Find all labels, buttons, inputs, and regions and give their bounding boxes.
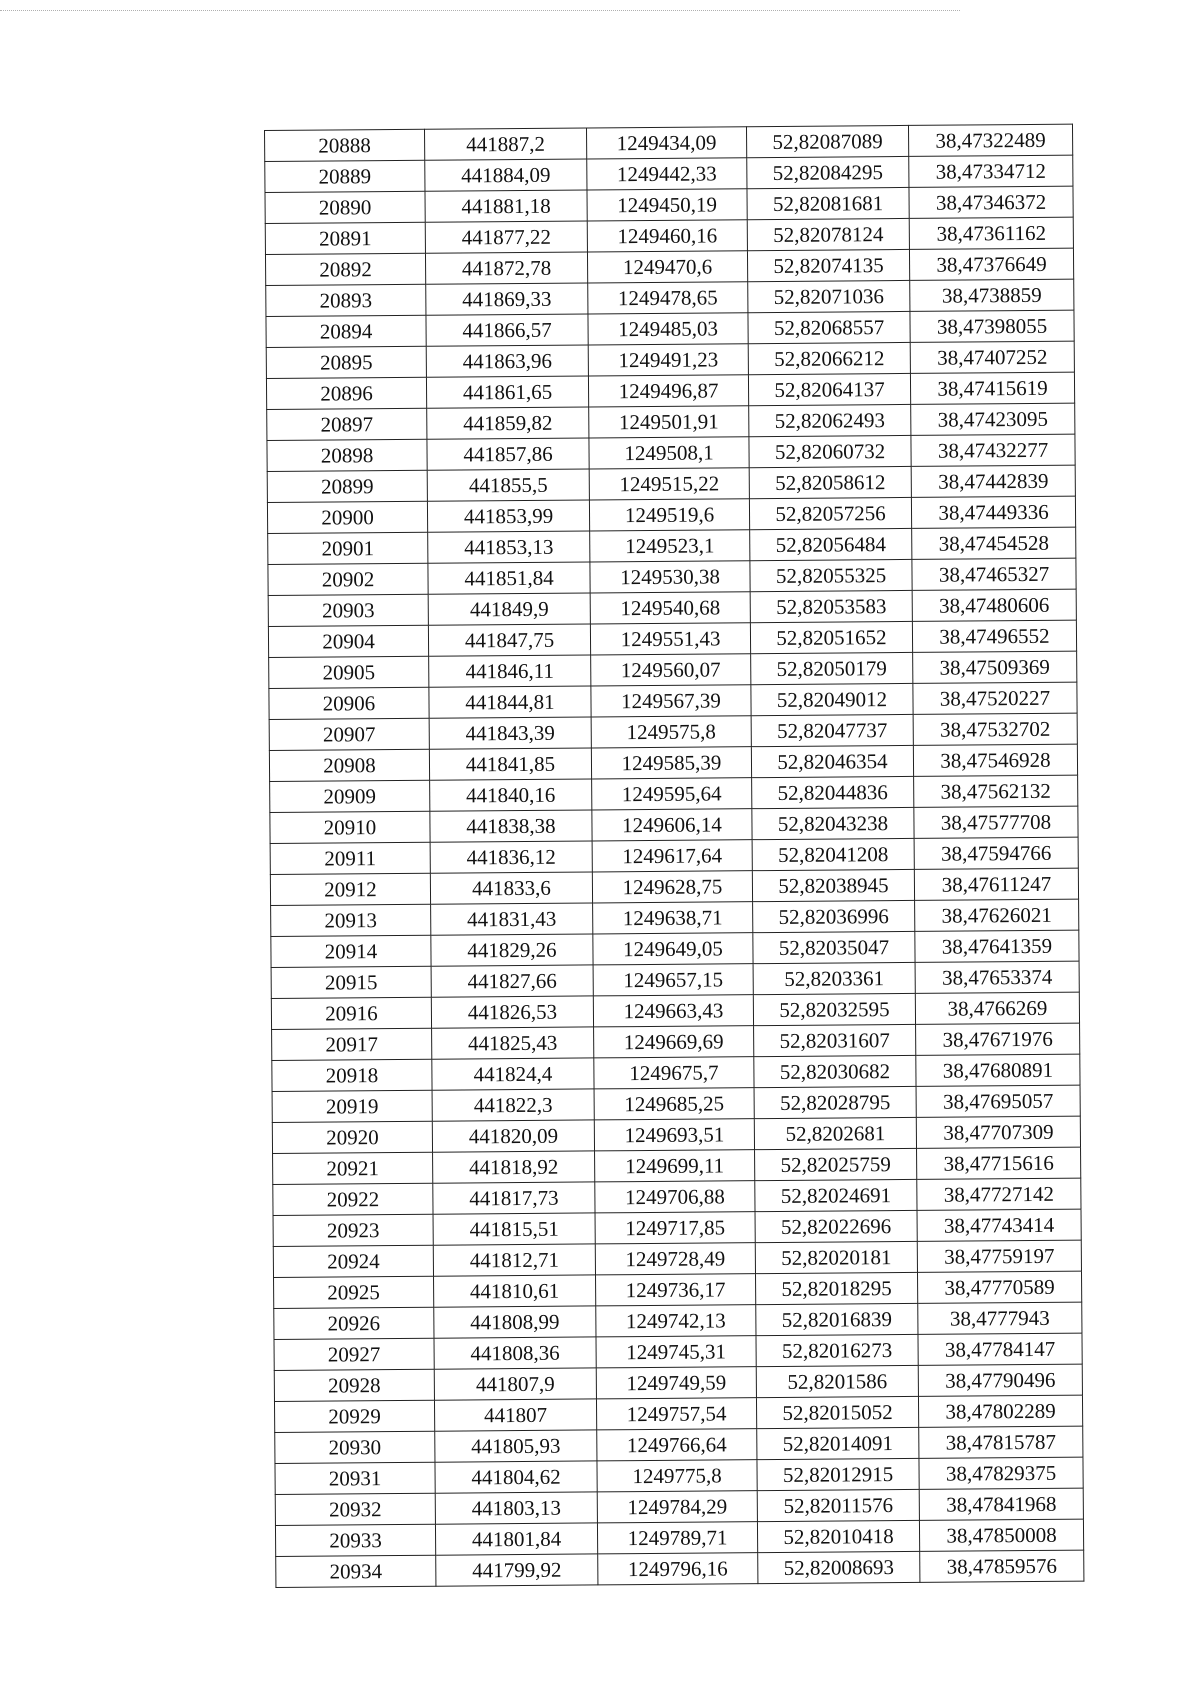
longitude-cell: 38,47743414: [917, 1209, 1081, 1241]
y-coordinate-cell: 1249485,03: [588, 313, 748, 345]
latitude-cell: 52,82049012: [751, 683, 913, 715]
longitude-cell: 38,47594766: [914, 837, 1078, 869]
latitude-cell: 52,82011576: [757, 1489, 919, 1521]
x-coordinate-cell: 441805,93: [435, 1430, 597, 1462]
point-number-cell: 20902: [268, 563, 428, 595]
point-number-cell: 20890: [265, 191, 425, 223]
x-coordinate-cell: 441877,22: [425, 221, 587, 253]
y-coordinate-cell: 1249523,1: [590, 530, 750, 562]
y-coordinate-cell: 1249515,22: [589, 468, 749, 500]
latitude-cell: 52,82028795: [754, 1086, 916, 1118]
latitude-cell: 52,82051652: [750, 621, 912, 653]
x-coordinate-cell: 441857,86: [427, 438, 589, 470]
longitude-cell: 38,47577708: [914, 806, 1078, 838]
latitude-cell: 52,82071036: [748, 280, 910, 312]
y-coordinate-cell: 1249675,7: [594, 1057, 754, 1089]
longitude-cell: 38,47376649: [909, 248, 1073, 280]
longitude-cell: 38,47727142: [917, 1178, 1081, 1210]
point-number-cell: 20912: [270, 873, 430, 905]
point-number-cell: 20921: [273, 1152, 433, 1184]
point-number-cell: 20897: [267, 408, 427, 440]
x-coordinate-cell: 441866,57: [426, 314, 588, 346]
latitude-cell: 52,82022696: [755, 1210, 917, 1242]
x-coordinate-cell: 441831,43: [431, 903, 593, 935]
point-number-cell: 20908: [269, 749, 429, 781]
x-coordinate-cell: 441869,33: [426, 283, 588, 315]
point-number-cell: 20919: [272, 1090, 432, 1122]
y-coordinate-cell: 1249757,54: [596, 1398, 756, 1430]
y-coordinate-cell: 1249699,11: [595, 1150, 755, 1182]
longitude-cell: 38,47611247: [914, 868, 1078, 900]
y-coordinate-cell: 1249530,38: [590, 561, 750, 593]
point-number-cell: 20922: [273, 1183, 433, 1215]
x-coordinate-cell: 441825,43: [432, 1027, 594, 1059]
y-coordinate-cell: 1249508,1: [589, 437, 749, 469]
y-coordinate-cell: 1249478,65: [588, 282, 748, 314]
x-coordinate-cell: 441820,09: [432, 1120, 594, 1152]
longitude-cell: 38,47680891: [916, 1054, 1080, 1086]
longitude-cell: 38,47546928: [913, 744, 1077, 776]
y-coordinate-cell: 1249766,64: [597, 1429, 757, 1461]
y-coordinate-cell: 1249434,09: [586, 127, 746, 159]
y-coordinate-cell: 1249470,6: [587, 251, 747, 283]
latitude-cell: 52,82053583: [750, 590, 912, 622]
y-coordinate-cell: 1249745,31: [596, 1336, 756, 1368]
y-coordinate-cell: 1249519,6: [589, 499, 749, 531]
point-number-cell: 20899: [267, 470, 427, 502]
latitude-cell: 52,82064137: [748, 373, 910, 405]
x-coordinate-cell: 441887,2: [424, 128, 586, 160]
latitude-cell: 52,82015052: [756, 1396, 918, 1428]
point-number-cell: 20900: [267, 501, 427, 533]
x-coordinate-cell: 441818,92: [433, 1151, 595, 1183]
x-coordinate-cell: 441849,9: [428, 593, 590, 625]
y-coordinate-cell: 1249551,43: [590, 623, 750, 655]
latitude-cell: 52,82087089: [746, 125, 908, 157]
y-coordinate-cell: 1249628,75: [592, 871, 752, 903]
y-coordinate-cell: 1249442,33: [587, 158, 747, 190]
y-coordinate-cell: 1249491,23: [588, 344, 748, 376]
latitude-cell: 52,82055325: [750, 559, 912, 591]
longitude-cell: 38,47532702: [913, 713, 1077, 745]
latitude-cell: 52,82078124: [747, 218, 909, 250]
longitude-cell: 38,47841968: [919, 1488, 1083, 1520]
latitude-cell: 52,82016273: [756, 1334, 918, 1366]
y-coordinate-cell: 1249775,8: [597, 1460, 757, 1492]
point-number-cell: 20911: [270, 842, 430, 874]
longitude-cell: 38,47454528: [912, 527, 1076, 559]
latitude-cell: 52,82081681: [747, 187, 909, 219]
latitude-cell: 52,82057256: [749, 497, 911, 529]
x-coordinate-cell: 441881,18: [425, 190, 587, 222]
latitude-cell: 52,82024691: [755, 1179, 917, 1211]
y-coordinate-cell: 1249595,64: [592, 778, 752, 810]
y-coordinate-cell: 1249796,16: [598, 1553, 758, 1585]
longitude-cell: 38,47850008: [919, 1519, 1083, 1551]
longitude-cell: 38,47449336: [911, 496, 1075, 528]
y-coordinate-cell: 1249749,59: [596, 1367, 756, 1399]
coordinate-table-body: [265, 124, 1084, 1587]
x-coordinate-cell: 441851,84: [428, 562, 590, 594]
latitude-cell: 52,82016839: [756, 1303, 918, 1335]
longitude-cell: 38,47509369: [913, 651, 1077, 683]
longitude-cell: 38,47423095: [911, 403, 1075, 435]
point-number-cell: 20931: [275, 1462, 435, 1494]
y-coordinate-cell: 1249669,69: [594, 1026, 754, 1058]
latitude-cell: 52,8203361: [753, 962, 915, 994]
x-coordinate-cell: 441855,5: [427, 469, 589, 501]
point-number-cell: 20932: [275, 1493, 435, 1525]
x-coordinate-cell: 441799,92: [436, 1554, 598, 1586]
latitude-cell: 52,82038945: [752, 869, 914, 901]
coordinate-table: [264, 124, 1084, 1588]
longitude-cell: 38,47334712: [909, 155, 1073, 187]
x-coordinate-cell: 441807: [434, 1399, 596, 1431]
y-coordinate-cell: 1249663,43: [593, 995, 753, 1027]
y-coordinate-cell: 1249685,25: [594, 1088, 754, 1120]
x-coordinate-cell: 441804,62: [435, 1461, 597, 1493]
x-coordinate-cell: 441853,99: [427, 500, 589, 532]
x-coordinate-cell: 441812,71: [433, 1244, 595, 1276]
y-coordinate-cell: 1249501,91: [589, 406, 749, 438]
y-coordinate-cell: 1249540,68: [590, 592, 750, 624]
longitude-cell: 38,47759197: [917, 1240, 1081, 1272]
x-coordinate-cell: 441808,99: [434, 1306, 596, 1338]
table-row: [276, 1550, 1084, 1587]
x-coordinate-cell: 441843,39: [429, 717, 591, 749]
longitude-cell: 38,47346372: [909, 186, 1073, 218]
point-number-cell: 20918: [272, 1059, 432, 1091]
y-coordinate-cell: 1249606,14: [592, 809, 752, 841]
longitude-cell: 38,47802289: [918, 1395, 1082, 1427]
x-coordinate-cell: 441847,75: [428, 624, 590, 656]
longitude-cell: 38,47480606: [912, 589, 1076, 621]
latitude-cell: 52,82047737: [751, 714, 913, 746]
point-number-cell: 20910: [270, 811, 430, 843]
point-number-cell: 20906: [269, 687, 429, 719]
y-coordinate-cell: 1249717,85: [595, 1212, 755, 1244]
y-coordinate-cell: 1249560,07: [591, 654, 751, 686]
longitude-cell: 38,4777943: [918, 1302, 1082, 1334]
point-number-cell: 20920: [272, 1121, 432, 1153]
point-number-cell: 20929: [274, 1400, 434, 1432]
latitude-cell: 52,82066212: [748, 342, 910, 374]
longitude-cell: 38,47432277: [911, 434, 1075, 466]
latitude-cell: 52,82046354: [751, 745, 913, 777]
point-number-cell: 20930: [275, 1431, 435, 1463]
x-coordinate-cell: 441807,9: [434, 1368, 596, 1400]
y-coordinate-cell: 1249585,39: [591, 747, 751, 779]
point-number-cell: 20901: [268, 532, 428, 564]
longitude-cell: 38,47465327: [912, 558, 1076, 590]
x-coordinate-cell: 441841,85: [429, 748, 591, 780]
longitude-cell: 38,47398055: [910, 310, 1074, 342]
point-number-cell: 20926: [274, 1307, 434, 1339]
longitude-cell: 38,47322489: [908, 124, 1072, 156]
y-coordinate-cell: 1249789,71: [597, 1522, 757, 1554]
y-coordinate-cell: 1249736,17: [596, 1274, 756, 1306]
longitude-cell: 38,47496552: [912, 620, 1076, 652]
point-number-cell: 20905: [269, 656, 429, 688]
longitude-cell: 38,47653374: [915, 961, 1079, 993]
point-number-cell: 20898: [267, 439, 427, 471]
point-number-cell: 20904: [268, 625, 428, 657]
latitude-cell: 52,82031607: [754, 1024, 916, 1056]
latitude-cell: 52,82020181: [755, 1241, 917, 1273]
latitude-cell: 52,82041208: [752, 838, 914, 870]
latitude-cell: 52,82018295: [755, 1272, 917, 1304]
x-coordinate-cell: 441863,96: [426, 345, 588, 377]
longitude-cell: 38,4766269: [915, 992, 1079, 1024]
latitude-cell: 52,8202681: [754, 1117, 916, 1149]
y-coordinate-cell: 1249575,8: [591, 716, 751, 748]
point-number-cell: 20933: [275, 1524, 435, 1556]
x-coordinate-cell: 441833,6: [430, 872, 592, 904]
point-number-cell: 20923: [273, 1214, 433, 1246]
longitude-cell: 38,47815787: [919, 1426, 1083, 1458]
x-coordinate-cell: 441810,61: [434, 1275, 596, 1307]
y-coordinate-cell: 1249706,88: [595, 1181, 755, 1213]
y-coordinate-cell: 1249693,51: [594, 1119, 754, 1151]
latitude-cell: 52,82014091: [757, 1427, 919, 1459]
longitude-cell: 38,47784147: [918, 1333, 1082, 1365]
x-coordinate-cell: 441829,26: [431, 934, 593, 966]
latitude-cell: 52,82032595: [753, 993, 915, 1025]
latitude-cell: 52,8201586: [756, 1365, 918, 1397]
point-number-cell: 20891: [265, 222, 425, 254]
y-coordinate-cell: 1249742,13: [596, 1305, 756, 1337]
latitude-cell: 52,82044836: [752, 776, 914, 808]
longitude-cell: 38,47770589: [917, 1271, 1081, 1303]
y-coordinate-cell: 1249728,49: [595, 1243, 755, 1275]
longitude-cell: 38,47626021: [915, 899, 1079, 931]
longitude-cell: 38,47829375: [919, 1457, 1083, 1489]
longitude-cell: 38,47407252: [910, 341, 1074, 373]
point-number-cell: 20888: [265, 129, 425, 161]
scan-edge-line: [0, 10, 960, 11]
point-number-cell: 20895: [266, 346, 426, 378]
x-coordinate-cell: 441815,51: [433, 1213, 595, 1245]
latitude-cell: 52,82050179: [751, 652, 913, 684]
x-coordinate-cell: 441822,3: [432, 1089, 594, 1121]
y-coordinate-cell: 1249567,39: [591, 685, 751, 717]
point-number-cell: 20925: [274, 1276, 434, 1308]
coordinate-table-container: [264, 124, 1083, 1588]
latitude-cell: 52,82058612: [749, 466, 911, 498]
latitude-cell: 52,82036996: [753, 900, 915, 932]
longitude-cell: 38,47415619: [910, 372, 1074, 404]
y-coordinate-cell: 1249460,16: [587, 220, 747, 252]
point-number-cell: 20928: [274, 1369, 434, 1401]
x-coordinate-cell: 441803,13: [435, 1492, 597, 1524]
point-number-cell: 20893: [266, 284, 426, 316]
x-coordinate-cell: 441836,12: [430, 841, 592, 873]
point-number-cell: 20913: [271, 904, 431, 936]
x-coordinate-cell: 441827,66: [431, 965, 593, 997]
latitude-cell: 52,82056484: [750, 528, 912, 560]
longitude-cell: 38,47715616: [917, 1147, 1081, 1179]
longitude-cell: 38,47790496: [918, 1364, 1082, 1396]
longitude-cell: 38,47707309: [916, 1116, 1080, 1148]
longitude-cell: 38,4738859: [910, 279, 1074, 311]
x-coordinate-cell: 441872,78: [425, 252, 587, 284]
x-coordinate-cell: 441840,16: [430, 779, 592, 811]
y-coordinate-cell: 1249617,64: [592, 840, 752, 872]
point-number-cell: 20909: [270, 780, 430, 812]
x-coordinate-cell: 441826,53: [431, 996, 593, 1028]
point-number-cell: 20934: [276, 1555, 436, 1587]
point-number-cell: 20894: [266, 315, 426, 347]
x-coordinate-cell: 441817,73: [433, 1182, 595, 1214]
x-coordinate-cell: 441859,82: [427, 407, 589, 439]
longitude-cell: 38,47442839: [911, 465, 1075, 497]
y-coordinate-cell: 1249784,29: [597, 1491, 757, 1523]
point-number-cell: 20907: [269, 718, 429, 750]
latitude-cell: 52,82060732: [749, 435, 911, 467]
latitude-cell: 52,82030682: [754, 1055, 916, 1087]
point-number-cell: 20889: [265, 160, 425, 192]
x-coordinate-cell: 441853,13: [428, 531, 590, 563]
longitude-cell: 38,47859576: [920, 1550, 1084, 1582]
latitude-cell: 52,82062493: [749, 404, 911, 436]
x-coordinate-cell: 441861,65: [426, 376, 588, 408]
point-number-cell: 20927: [274, 1338, 434, 1370]
latitude-cell: 52,82068557: [748, 311, 910, 343]
latitude-cell: 52,82025759: [755, 1148, 917, 1180]
point-number-cell: 20917: [272, 1028, 432, 1060]
x-coordinate-cell: 441844,81: [429, 686, 591, 718]
x-coordinate-cell: 441801,84: [435, 1523, 597, 1555]
y-coordinate-cell: 1249657,15: [593, 964, 753, 996]
x-coordinate-cell: 441824,4: [432, 1058, 594, 1090]
point-number-cell: 20916: [271, 997, 431, 1029]
latitude-cell: 52,82074135: [747, 249, 909, 281]
longitude-cell: 38,47361162: [909, 217, 1073, 249]
longitude-cell: 38,47641359: [915, 930, 1079, 962]
y-coordinate-cell: 1249496,87: [588, 375, 748, 407]
y-coordinate-cell: 1249638,71: [593, 902, 753, 934]
latitude-cell: 52,82043238: [752, 807, 914, 839]
longitude-cell: 38,47695057: [916, 1085, 1080, 1117]
x-coordinate-cell: 441808,36: [434, 1337, 596, 1369]
x-coordinate-cell: 441884,09: [425, 159, 587, 191]
point-number-cell: 20915: [271, 966, 431, 998]
latitude-cell: 52,82010418: [757, 1520, 919, 1552]
y-coordinate-cell: 1249450,19: [587, 189, 747, 221]
longitude-cell: 38,47671976: [916, 1023, 1080, 1055]
x-coordinate-cell: 441838,38: [430, 810, 592, 842]
point-number-cell: 20914: [271, 935, 431, 967]
point-number-cell: 20924: [273, 1245, 433, 1277]
latitude-cell: 52,82084295: [747, 156, 909, 188]
latitude-cell: 52,82035047: [753, 931, 915, 963]
latitude-cell: 52,82008693: [758, 1551, 920, 1583]
point-number-cell: 20896: [266, 377, 426, 409]
latitude-cell: 52,82012915: [757, 1458, 919, 1490]
point-number-cell: 20892: [265, 253, 425, 285]
longitude-cell: 38,47562132: [914, 775, 1078, 807]
y-coordinate-cell: 1249649,05: [593, 933, 753, 965]
longitude-cell: 38,47520227: [913, 682, 1077, 714]
point-number-cell: 20903: [268, 594, 428, 626]
x-coordinate-cell: 441846,11: [429, 655, 591, 687]
